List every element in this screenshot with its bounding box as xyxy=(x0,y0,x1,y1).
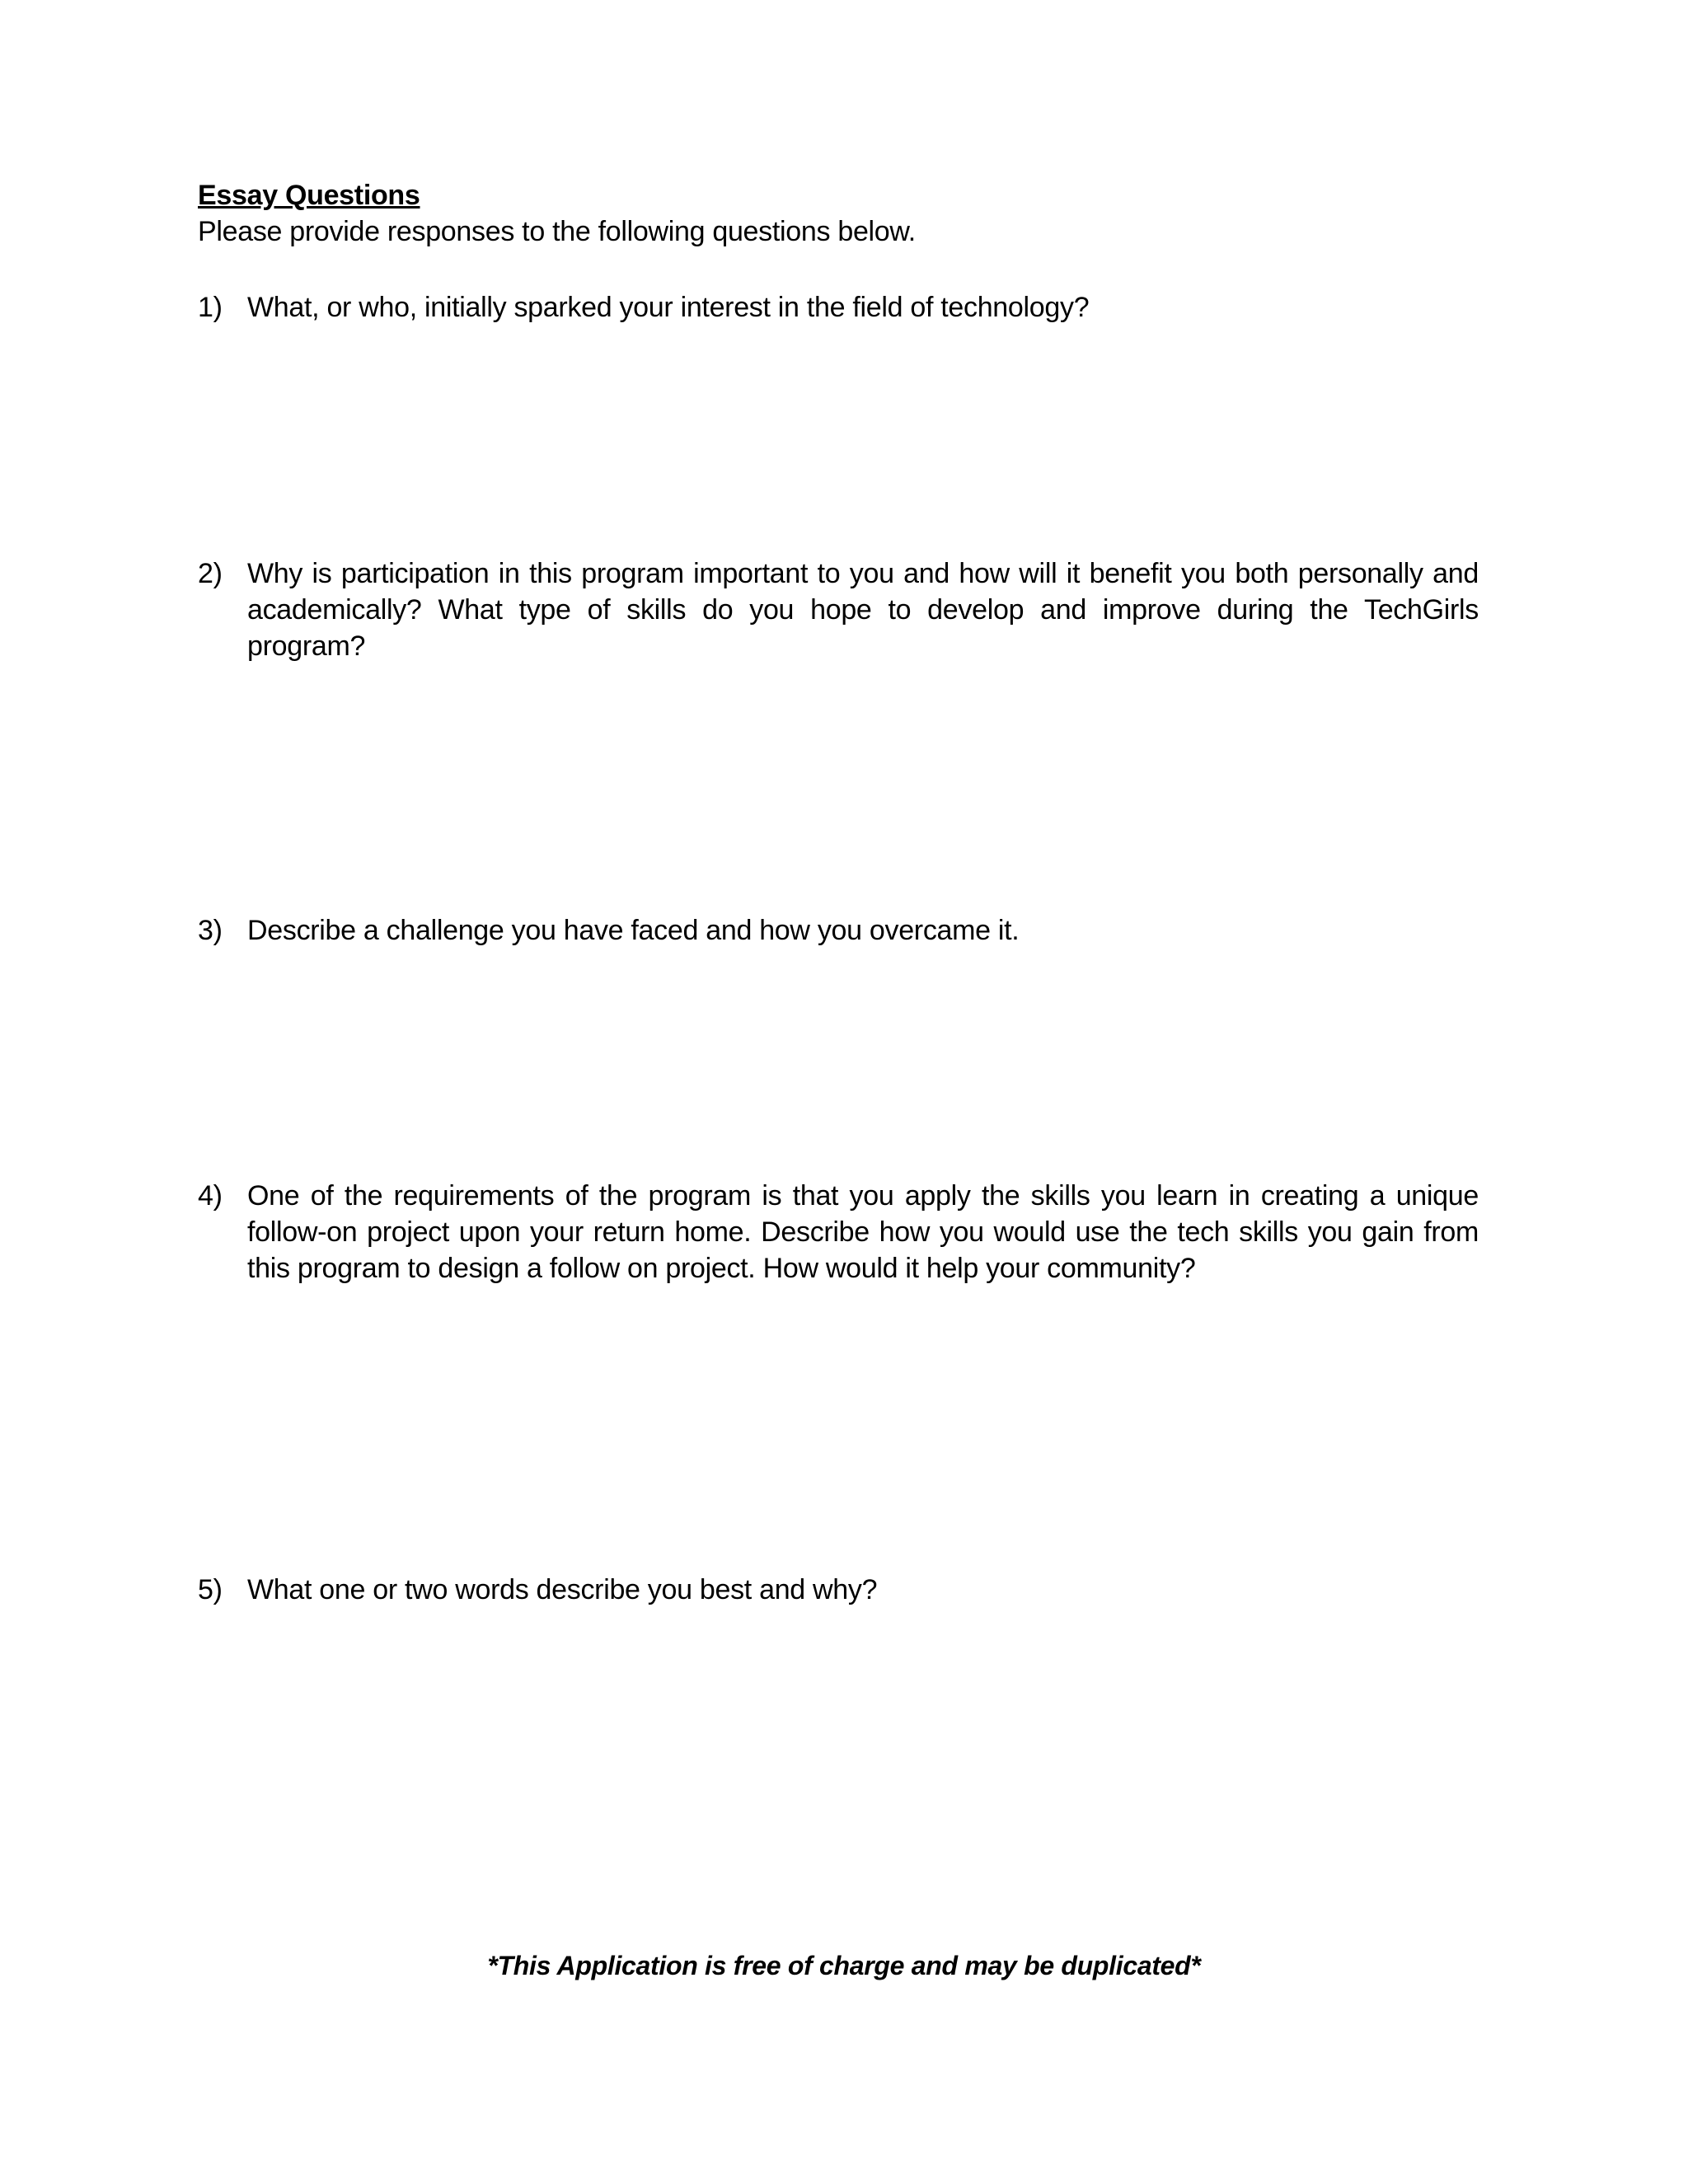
question-1 xyxy=(198,289,1479,326)
question-number: 2) xyxy=(198,558,223,589)
question-number: 1) xyxy=(198,292,223,323)
question-number: 3) xyxy=(198,915,223,946)
question-text: What, or who, initially sparked your interest in the field of technology? xyxy=(247,292,1090,323)
footer-note: *This Application is free of charge and may be duplicated* xyxy=(487,1951,1201,1980)
question-4 xyxy=(198,1178,1479,1286)
question-2 xyxy=(198,555,1479,664)
question-text: Why is participation in this program important to you and how will it benefit you both personally and academically? What type of skills do you hope to develop and improve during the TechGirls program? xyxy=(247,558,1479,662)
question-number: 4) xyxy=(198,1180,223,1212)
section-heading: Essay Questions xyxy=(198,180,420,211)
question-number: 5) xyxy=(198,1574,223,1605)
question-text: What one or two words describe you best and why? xyxy=(247,1574,878,1605)
section-intro: Please provide responses to the following questions below. xyxy=(198,216,916,247)
question-5 xyxy=(198,1572,1479,1608)
question-3 xyxy=(198,912,1479,949)
question-text: One of the requirements of the program is that you apply the skills you learn in creating a unique follow-on project upon your return home. Describe how you would use the tech skills you gain from this program to design a follow on project. How would it help your community? xyxy=(247,1180,1479,1284)
question-text: Describe a challenge you have faced and how you overcame it. xyxy=(247,915,1020,946)
